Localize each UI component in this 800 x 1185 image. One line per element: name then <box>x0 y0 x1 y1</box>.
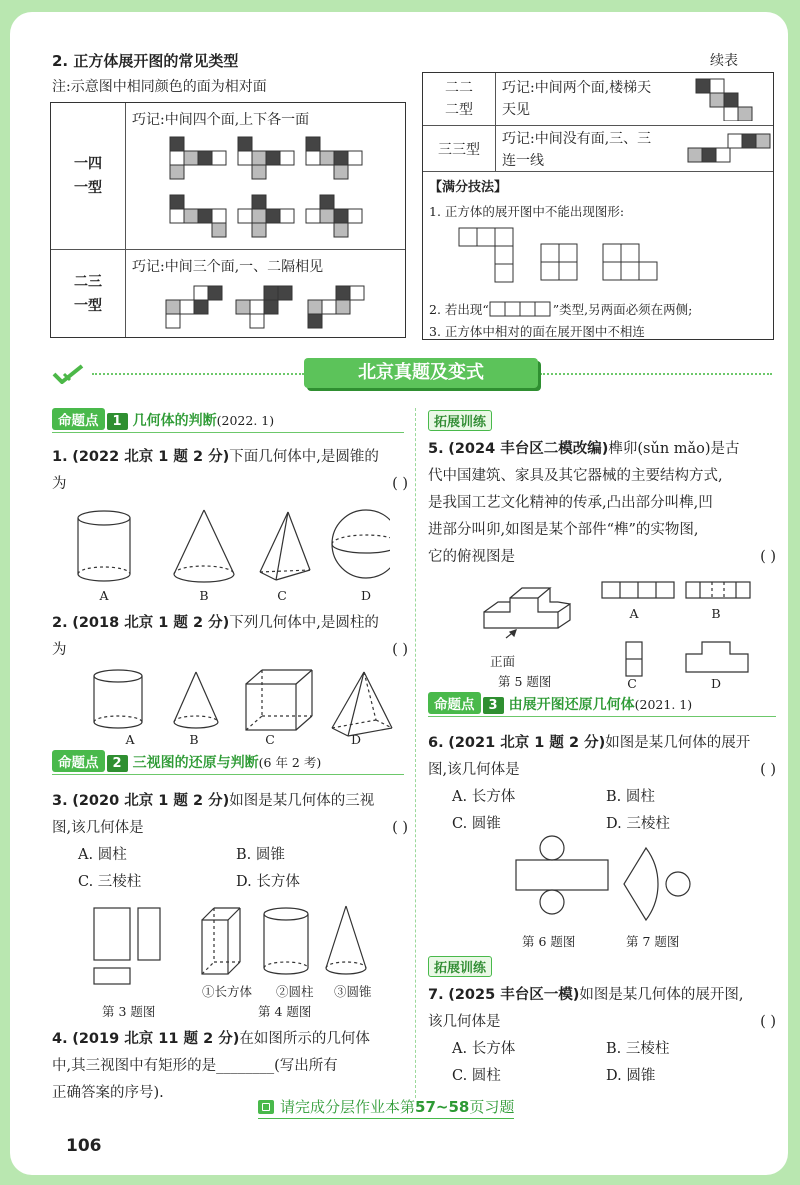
column-divider <box>415 408 416 1098</box>
page <box>10 12 788 1175</box>
q3-option-a[interactable]: A. 圆柱 <box>78 847 127 863</box>
row-label-2-3-1: 二三 一型 <box>51 249 125 337</box>
tip-1-4-1: 巧记:中间四个面,上下各一面 <box>132 112 310 128</box>
row-3-3-content <box>495 125 773 171</box>
q3-option-d[interactable]: D. 长方体 <box>236 874 300 890</box>
forbidden-shapes-figure <box>453 226 663 292</box>
q2-label-d: D <box>350 732 362 747</box>
topic-3-header: 命题点 3 由展开图还原几何体(2021. 1) <box>428 692 776 714</box>
question-4: 4. (2019 北京 11 题 2 分)在如图所示的几何体 中,其三视图中有矩形的是________(写出所有 正确答案的序号). <box>52 1026 408 1107</box>
q6-q7-nets-figure <box>506 832 706 928</box>
row-2-2-2-content <box>495 73 773 125</box>
answer-paren-2[interactable]: ( ) <box>392 642 408 658</box>
tip-2-3-1: 巧记:中间三个面,一、二隔相见 <box>132 259 324 275</box>
row-label-3-3: 三三型 <box>423 125 495 171</box>
q2-label-b: B <box>189 732 199 747</box>
q6-option-c[interactable]: C. 圆锥 <box>452 816 501 832</box>
q7-option-d[interactable]: D. 圆锥 <box>606 1068 656 1084</box>
q1-solids-figure <box>70 504 390 604</box>
row-label-1-4-1: 一四 一型 <box>74 156 102 196</box>
row-2-3-1-content <box>125 249 405 337</box>
q1-label-c: C <box>277 588 287 603</box>
q5-label-b: B <box>711 606 721 621</box>
fig-3-caption: 第 3 题图 <box>102 1004 156 1019</box>
skill-1: 1. 正方体的展开图中不能出现图形: <box>429 204 625 219</box>
q7-option-a[interactable]: A. 长方体 <box>452 1041 516 1057</box>
q3-option-b[interactable]: B. 圆锥 <box>236 847 285 863</box>
continued-label: 续表 <box>710 53 738 69</box>
question-1: 1. (2022 北京 1 题 2 分)下面几何体中,是圆锥的 为 ( ) <box>52 444 408 498</box>
fig-5-caption: 第 5 题图 <box>498 674 552 689</box>
q2-label-c: C <box>265 732 275 747</box>
topic-1-header: 命题点 1 几何体的判断(2022. 1) <box>52 408 404 430</box>
question-6: 6. (2021 北京 1 题 2 分)如图是某几何体的展开 图,该几何体是 ( ) A. 长方体 B. 圆柱 C. 圆锥 D. 三棱柱 <box>428 730 776 838</box>
banner-line-right <box>540 373 772 375</box>
net-2-2-2-figure <box>694 77 766 121</box>
question-5: 5. (2024 丰台区二模改编)榫卯(sǔn mǎo)是古 代中国建筑、家具及其它器械的主要结构方式, 是我国工艺文化精神的传承,凸出部分叫榫,凹 进部分叫卯,如图是某个部件“榫”的实物图, 它的俯视图是 ( ) <box>428 436 776 571</box>
answer-paren-7[interactable]: ( ) <box>760 1014 776 1030</box>
fig-6-caption: 第 6 题图 <box>522 934 576 949</box>
q4-label-1: ①长方体 <box>202 984 253 999</box>
q5-front-label: 正面 <box>490 654 516 669</box>
q7-option-b[interactable]: B. 三棱柱 <box>606 1041 670 1057</box>
net-types-table <box>50 102 406 338</box>
question-7: 7. (2025 丰台区一模)如图是某几何体的展开图, 该几何体是 ( ) A. 长方体 B. 三棱柱 C. 圆柱 D. 圆锥 <box>428 982 776 1090</box>
q4-blank-line[interactable]: 中,其三视图中有矩形的是________(写出所有 <box>52 1058 338 1074</box>
banner-line-left <box>92 373 304 375</box>
tip-3-3: 巧记:中间没有面,三、三 连一线 <box>502 131 652 169</box>
note-text: 注:示意图中相同颜色的面为相对面 <box>52 79 267 95</box>
q5-label-c: C <box>627 676 637 691</box>
answer-paren-1[interactable]: ( ) <box>392 476 408 492</box>
section-heading: 2. 正方体展开图的常见类型 <box>52 52 239 70</box>
page-number: 106 <box>66 1136 102 1156</box>
net-3-3-figure <box>686 132 772 168</box>
q5-label-d: D <box>710 676 722 691</box>
section-banner: 北京真题及变式 <box>304 358 538 388</box>
q4-label-3: ③圆锥 <box>334 984 372 999</box>
q1-label-d: D <box>360 588 372 603</box>
extension-training-2: 拓展训练 <box>428 956 492 977</box>
answer-paren-3[interactable]: ( ) <box>392 820 408 836</box>
skill-2: 2. 若出现“ ”类型,另两面必须在两侧; <box>429 302 693 317</box>
check-icon <box>52 364 86 388</box>
row-label-2-2-2: 二二 二型 <box>445 80 473 118</box>
q4-label-2: ②圆柱 <box>276 984 314 999</box>
skills-box <box>423 171 773 339</box>
nets-2-3-1-figure <box>126 250 406 338</box>
fig-7-caption: 第 7 题图 <box>626 934 680 949</box>
skills-title: 【满分技法】 <box>429 180 508 195</box>
fig-4-caption: 第 4 题图 <box>258 1004 312 1019</box>
q7-option-c[interactable]: C. 圆柱 <box>452 1068 501 1084</box>
q1-label-b: B <box>199 588 209 603</box>
q6-option-d[interactable]: D. 三棱柱 <box>606 816 670 832</box>
nets-1-4-1-figure <box>126 103 406 249</box>
question-3: 3. (2020 北京 1 题 2 分)如图是某几何体的三视 图,该几何体是 ( ) A. 圆柱 B. 圆锥 C. 三棱柱 D. 长方体 <box>52 788 408 896</box>
q1-label-a: A <box>99 588 109 603</box>
tip-2-2-2: 巧记:中间两个面,楼梯天 天见 <box>502 80 652 118</box>
q5-label-a: A <box>629 606 639 621</box>
four-square-strip-icon <box>489 301 553 317</box>
q2-label-a: A <box>125 732 135 747</box>
question-2: 2. (2018 北京 1 题 2 分)下列几何体中,是圆柱的 为 ( ) <box>52 610 408 664</box>
q5-tenon-figure <box>476 572 776 684</box>
right-net-table <box>422 72 774 340</box>
topic-2-header: 命题点 2 三视图的还原与判断(6 年 2 考) <box>52 750 404 772</box>
q6-option-a[interactable]: A. 长方体 <box>452 789 516 805</box>
q3-option-c[interactable]: C. 三棱柱 <box>78 874 142 890</box>
skill-3: 3. 正方体中相对的面在展开图中不相连 <box>429 324 645 339</box>
answer-paren-5[interactable]: ( ) <box>760 549 776 565</box>
row-1-4-1-content <box>125 103 405 249</box>
book-icon <box>258 1100 274 1114</box>
homework-link[interactable]: 请完成分层作业本第 57~58 页习题 <box>258 1096 514 1119</box>
answer-paren-6[interactable]: ( ) <box>760 762 776 778</box>
q6-option-b[interactable]: B. 圆柱 <box>606 789 655 805</box>
extension-training-1: 拓展训练 <box>428 410 492 431</box>
